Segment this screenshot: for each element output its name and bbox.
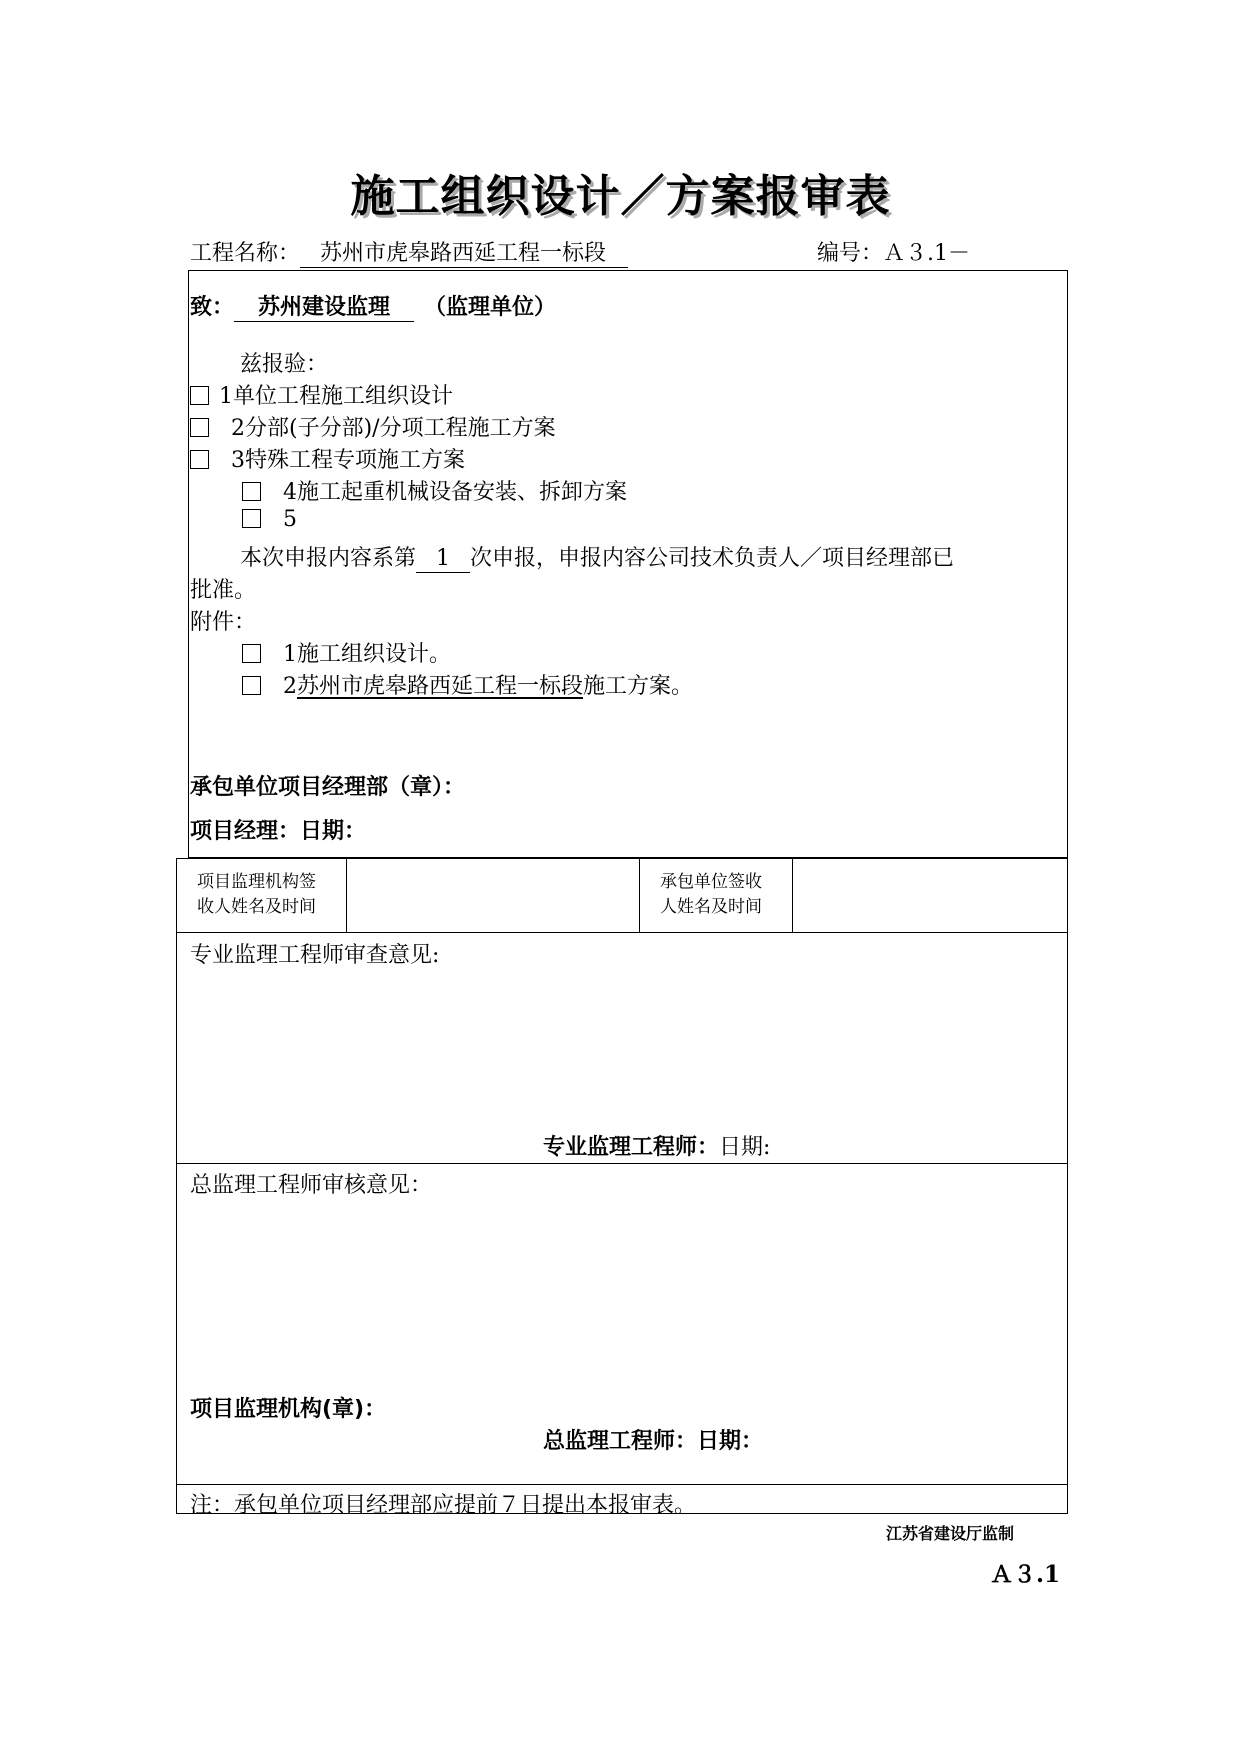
form-number-value: Ａ３.1－ <box>883 241 971 266</box>
chief-review-label: 总监理工程师审核意见： <box>190 1173 433 1198</box>
option-2-checkbox[interactable] <box>190 418 209 437</box>
contractor-receiver-field[interactable] <box>796 862 1064 930</box>
submission-suffix: 次申报，申报内容公司技术负责人／项目经理部已 <box>470 546 955 571</box>
attachment-1-label: 施工组织设计。 <box>297 642 452 667</box>
addressee-label: 致： <box>190 295 235 320</box>
option-3-label: 3特殊工程专项施工方案 <box>231 448 465 473</box>
form-title: 施工组织设计／方案报审表 <box>350 171 891 222</box>
submit-intro: 兹报验： <box>240 352 329 377</box>
submission-number[interactable]: 1 <box>416 546 470 573</box>
option-4-checkbox[interactable] <box>242 482 261 501</box>
issuer-label: 江苏省建设厅监制 <box>886 1524 1015 1543</box>
row-divider-3 <box>176 1484 1068 1485</box>
option-1 <box>190 379 453 410</box>
chief-signature-date: 总监理工程师：日期： <box>543 1429 764 1454</box>
submission-line2: 批准。 <box>190 578 257 603</box>
specialist-signer-label: 专业监理工程师： <box>543 1135 720 1160</box>
option-2-label: 2分部(子分部)/分项工程施工方案 <box>231 416 556 441</box>
col-divider-3 <box>792 858 793 933</box>
option-4 <box>242 475 627 506</box>
project-name-label: 工程名称： <box>190 241 301 266</box>
specialist-review-field[interactable] <box>190 975 1060 1125</box>
option-5-label: 5 <box>283 507 297 532</box>
addressee-value[interactable]: 苏州建设监理 <box>234 295 414 322</box>
form-number <box>817 236 970 267</box>
option-3-checkbox[interactable] <box>190 450 209 469</box>
attachment-1-checkbox[interactable] <box>242 644 261 663</box>
project-name-value[interactable]: 苏州市虎皋路西延工程一标段 <box>300 241 628 268</box>
form-code: Ａ３.1 <box>990 1561 1061 1588</box>
supervision-seal: 项目监理机构(章)： <box>190 1397 387 1422</box>
attachment-1-prefix: 1 <box>283 642 297 667</box>
col-divider-1 <box>346 858 347 933</box>
attachments-label: 附件： <box>190 610 257 635</box>
attachment-2-checkbox[interactable] <box>242 676 261 695</box>
submission-prefix: 本次申报内容系第 <box>240 546 417 571</box>
addressee-row <box>190 290 556 322</box>
contractor-seal: 承包单位项目经理部（章）： <box>190 775 466 800</box>
specialist-date-label: 日期: <box>719 1135 771 1160</box>
attachment-2-underlined: 苏州市虎皋路西延工程一标段 <box>297 674 584 699</box>
supervisor-receiver-label: 项目监理机构签 收人姓名及时间 <box>197 872 316 917</box>
attachment-2-label: 施工方案。 <box>583 674 694 699</box>
project-name-row <box>190 236 628 268</box>
option-5-checkbox[interactable] <box>242 509 261 528</box>
attachment-2-prefix: 2 <box>283 674 297 699</box>
specialist-review-label: 专业监理工程师审查意见: <box>190 943 440 968</box>
addressee-suffix: （监理单位） <box>424 295 557 320</box>
option-1-checkbox[interactable] <box>190 386 209 405</box>
row-divider-1 <box>176 932 1068 933</box>
option-4-label: 4施工起重机械设备安装、拆卸方案 <box>283 480 627 505</box>
option-5 <box>242 507 297 532</box>
form-number-label: 编号： <box>817 241 884 266</box>
option-2 <box>190 411 556 442</box>
attachment-1 <box>242 637 451 668</box>
col-divider-2 <box>639 858 640 933</box>
attachment-2 <box>242 669 693 700</box>
chief-review-field[interactable] <box>190 1205 1060 1385</box>
option-3 <box>190 443 465 474</box>
submission-count-row <box>240 541 954 573</box>
specialist-signature-row <box>543 1130 770 1161</box>
manager-signature-date: 项目经理：日期： <box>190 819 367 844</box>
form-note: 注：承包单位项目经理部应提前７日提出本报审表。 <box>190 1493 697 1518</box>
contractor-receiver-label: 承包单位签收 人姓名及时间 <box>660 872 762 917</box>
option-1-label: 1单位工程施工组织设计 <box>219 384 453 409</box>
supervisor-receiver-field[interactable] <box>350 862 635 930</box>
row-divider-2 <box>176 1163 1068 1164</box>
